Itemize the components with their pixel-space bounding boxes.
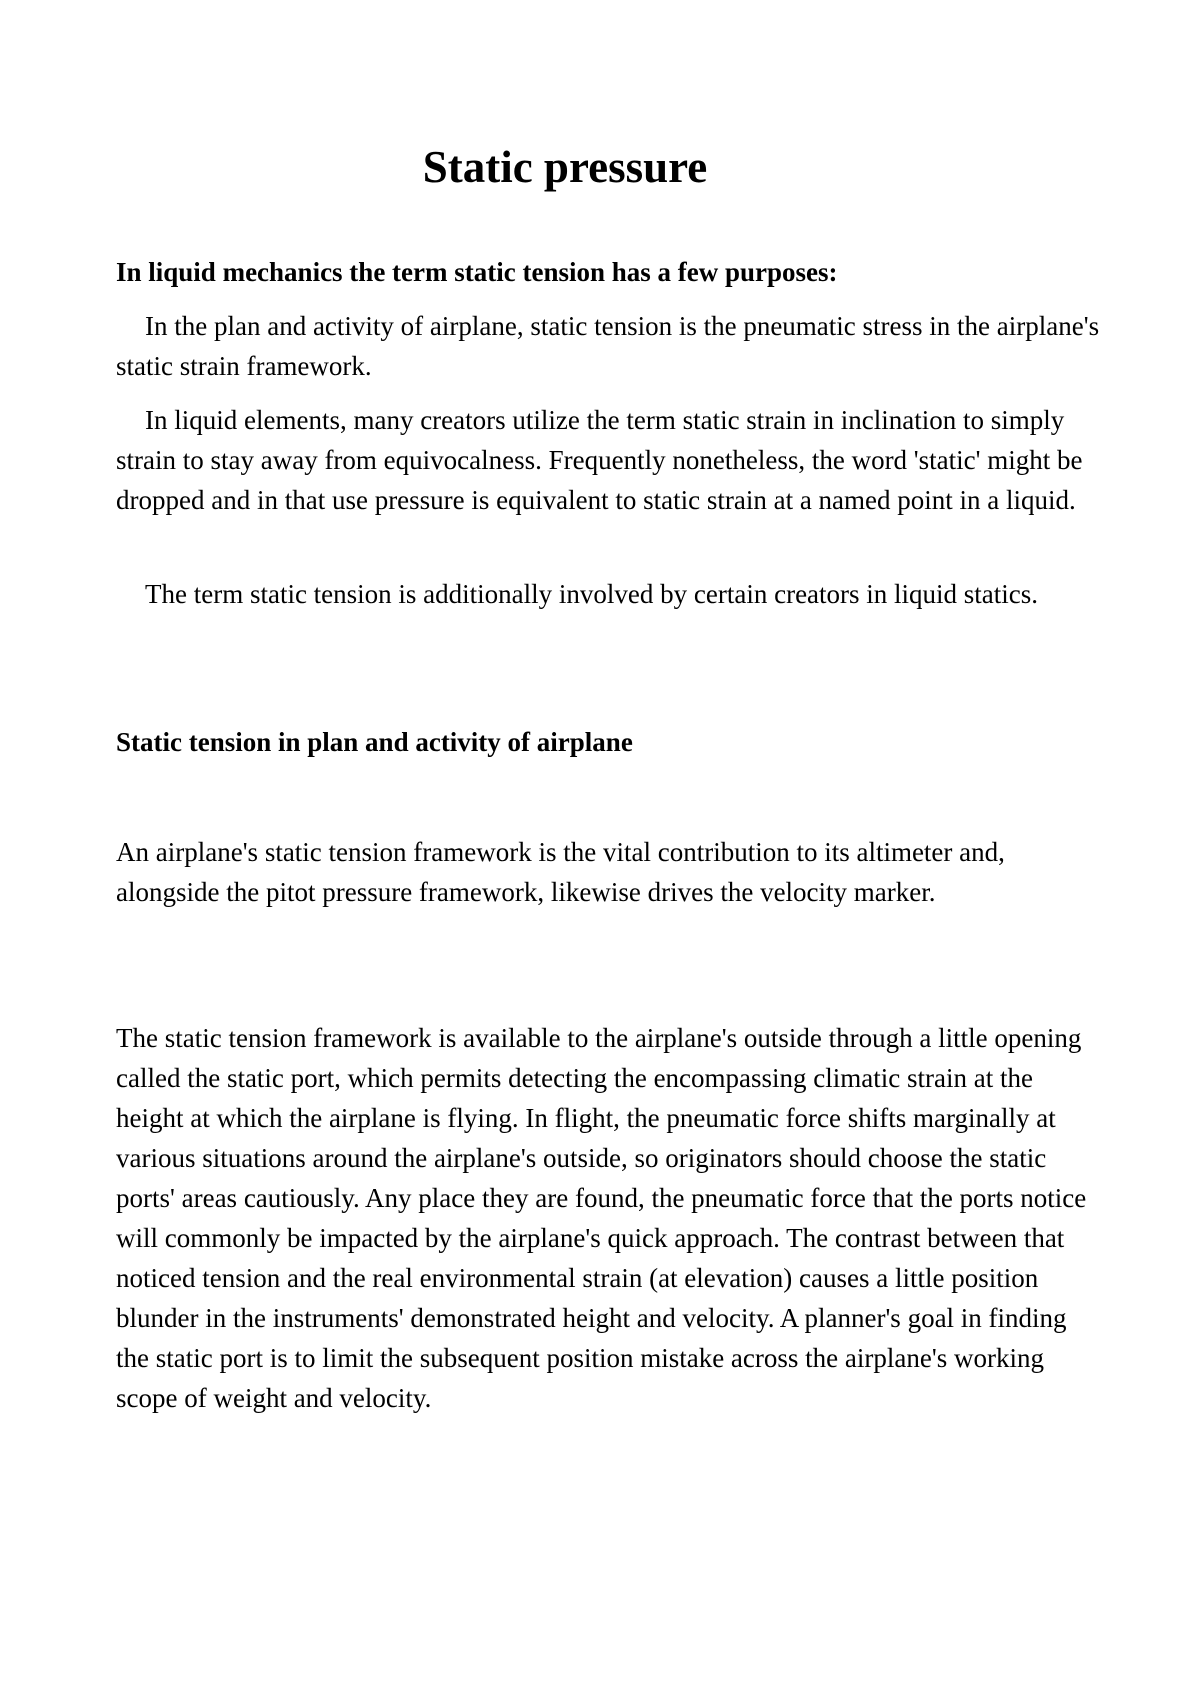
page-title: Static pressure (422, 142, 708, 192)
section-heading: Static tension in plan and activity of airplane (116, 727, 633, 757)
section-paragraph-2: The static tension framework is available to the airplane's outside through a little opening called the static port, which permits detecting the encompassing climatic strain at the height at which the airplane is flying. In flight, the pneumatic force shifts marginally at various situations around the airplane's outside, so originators should choose the static ports' areas cautiously. Any place they are found, the pneumatic force that the ports notice will commonly be impacted by the airplane's quick approach. The contrast between that noticed tension and the real environmental strain (at elevation) causes a little position blunder in the instruments' demonstrated height and velocity. A planner's goal in finding the static port is to limit the subsequent position mistake across the airplane's working scope of weight and velocity. (116, 1023, 1087, 1413)
intro-heading: In liquid mechanics the term static tension has a few purposes: (116, 257, 838, 287)
section-paragraph-1: An airplane's static tension framework is the vital contribution to its altimeter and, alongside the pitot pressure framework, likewise drives the velocity marker. (116, 837, 1005, 907)
intro-paragraph-1: In the plan and activity of airplane, static tension is the pneumatic stress in the airplane's static strain framework. (116, 311, 1100, 381)
intro-paragraph-2: In liquid elements, many creators utilize the term static strain in inclination to simply strain to stay away from equivocalness. Frequently nonetheless, the word 'static' might be dropped and in that use pressure is equivalent to static strain at a named point in a liquid. (116, 405, 1083, 515)
intro-paragraph-3: The term static tension is additionally involved by certain creators in liquid statics. (145, 579, 1039, 609)
